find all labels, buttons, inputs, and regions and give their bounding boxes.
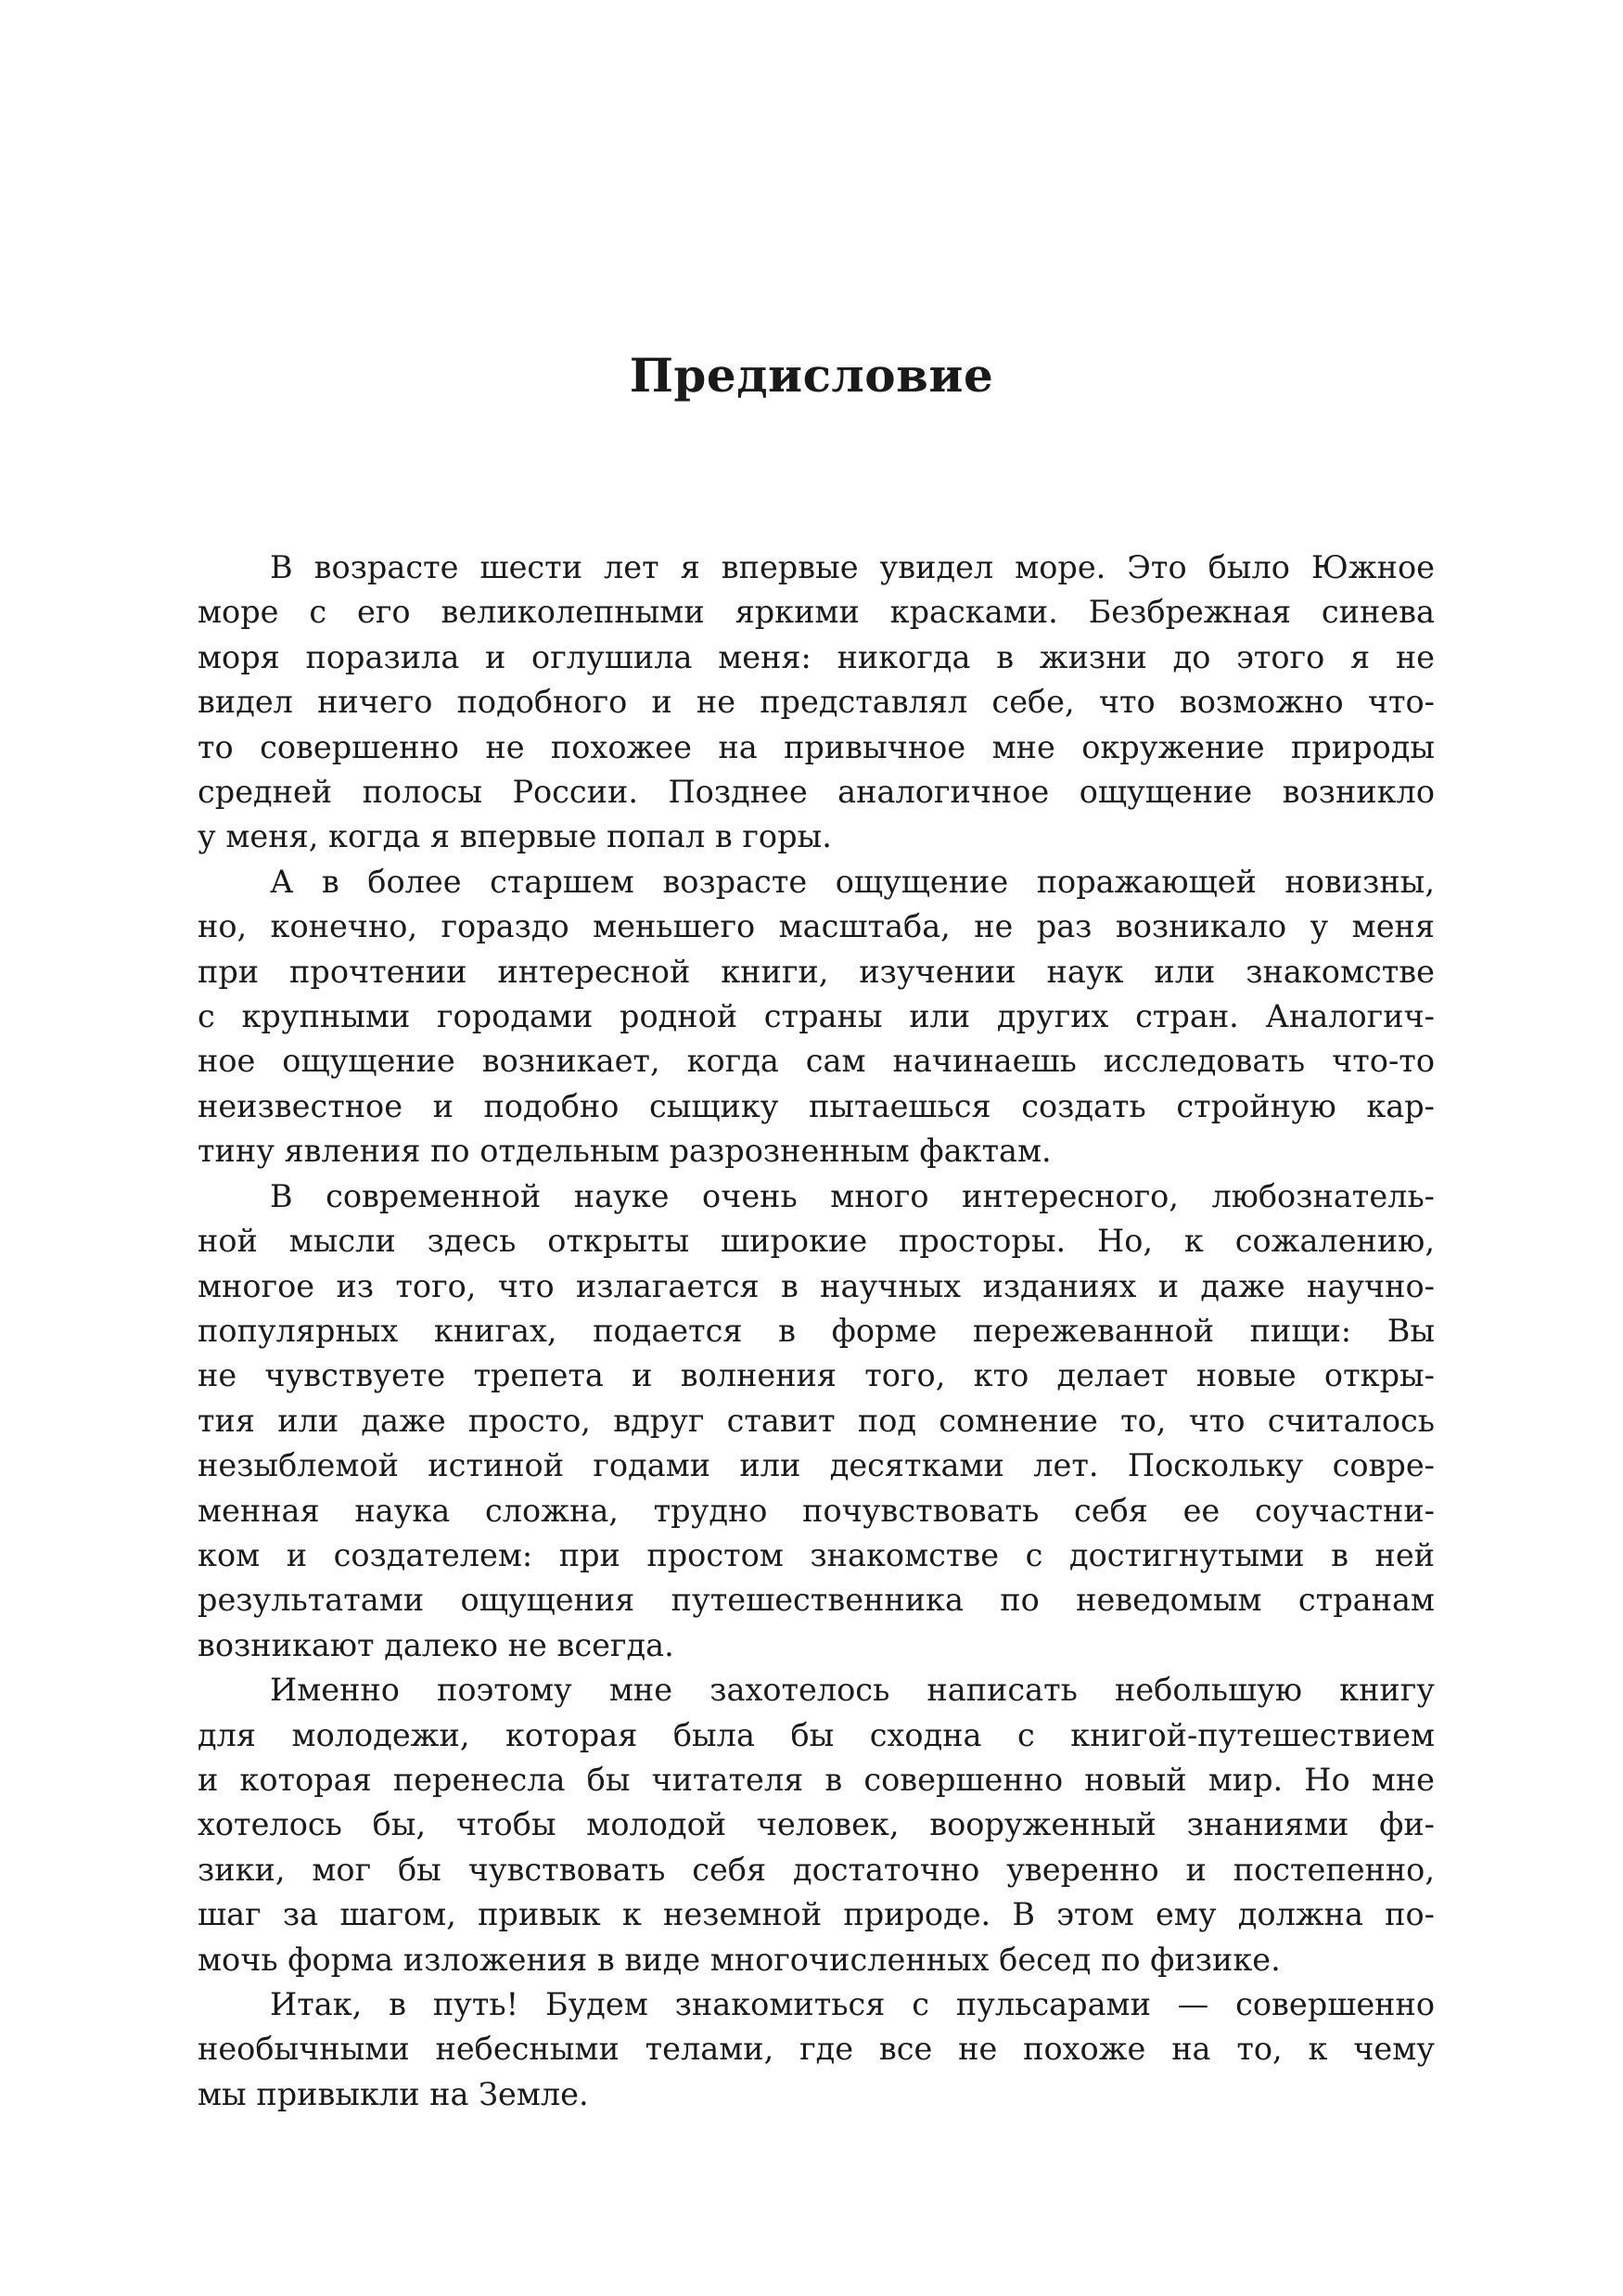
paragraph-1: [198, 545, 1435, 860]
text-line: тину явления по отдельным разрозненным фактам.: [198, 1133, 1052, 1170]
text-line: зики, мог бы чувствовать себя достаточно уверенно и постепенно,: [198, 1851, 1435, 1888]
text-line: В современной науке очень много интересного, любознатель-: [270, 1177, 1435, 1214]
text-line: шаг за шагом, привык к неземной природе. В этом ему должна по-: [198, 1896, 1435, 1933]
text-line: В возрасте шести лет я впервые увидел море. Это было Южное: [270, 549, 1435, 585]
text-line: многое из того, что излагается в научных изданиях и даже научно-: [198, 1267, 1435, 1304]
text-line: и которая перенесла бы читателя в совершенно новый мир. Но мне: [198, 1761, 1435, 1798]
text-line: А в более старшем возрасте ощущение поражающей новизны,: [270, 863, 1435, 900]
paragraph-5: [198, 1982, 1435, 2117]
preface-body: [198, 545, 1435, 2117]
text-line: мочь форма изложения в виде многочисленных бесед по физике.: [198, 1941, 1281, 1978]
text-line: но, конечно, гораздо меньшего масштаба, не раз возникало у меня: [198, 908, 1435, 945]
text-line: с крупными городами родной страны или других стран. Аналогич-: [198, 998, 1435, 1035]
text-line: моря поразила и оглушила меня: никогда в жизни до этого я не: [198, 638, 1435, 675]
text-line: возникают далеко не всегда.: [198, 1626, 674, 1663]
text-line: незыблемой истиной годами или десятками лет. Поскольку совре-: [198, 1447, 1435, 1484]
paragraph-4: [198, 1668, 1435, 1982]
text-line: у меня, когда я впервые попал в горы.: [198, 818, 832, 855]
text-line: не чувствуете трепета и волнения того, кто делает новые откры-: [198, 1357, 1435, 1394]
text-line: при прочтении интересной книги, изучении наук или знакомстве: [198, 953, 1435, 990]
paragraph-2: [198, 860, 1435, 1174]
text-line: ной мысли здесь открыты широкие просторы. Но, к сожалению,: [198, 1223, 1435, 1260]
text-line: море с его великолепными яркими красками. Безбрежная синева: [198, 594, 1435, 631]
text-line: результатами ощущения путешественника по неведомым странам: [198, 1582, 1435, 1619]
text-line: средней полосы России. Позднее аналогичное ощущение возникло: [198, 774, 1435, 811]
text-line: тия или даже просто, вдруг ставит под сомнение то, что считалось: [198, 1402, 1435, 1439]
text-line: Именно поэтому мне захотелось написать небольшую книгу: [270, 1672, 1435, 1709]
text-line: мы привыкли на Земле.: [198, 2075, 589, 2112]
text-line: ное ощущение возникает, когда сам начинаешь исследовать что-то: [198, 1043, 1435, 1080]
text-line: популярных книгах, подается в форме пережеванной пищи: Вы: [198, 1312, 1435, 1349]
paragraph-3: [198, 1174, 1435, 1668]
text-line: для молодежи, которая была бы сходна с книгой-путешествием: [198, 1716, 1435, 1753]
text-line: то совершенно не похожее на привычное мне окружение природы: [198, 728, 1435, 765]
text-line: неизвестное и подобно сыщику пытаешься создать стройную кар-: [198, 1087, 1435, 1124]
text-line: необычными небесными телами, где все не похоже на то, к чему: [198, 2031, 1435, 2068]
text-line: менная наука сложна, трудно почувствовать себя ее соучастни-: [198, 1492, 1435, 1529]
text-line: хотелось бы, чтобы молодой человек, вооруженный знаниями фи-: [198, 1806, 1435, 1843]
text-line: видел ничего подобного и не представлял себе, что возможно что-: [198, 684, 1435, 721]
text-line: ком и создателем: при простом знакомстве с достигнутыми в ней: [198, 1536, 1435, 1573]
page-title: Предисловие: [629, 348, 994, 403]
text-line: Итак, в путь! Будем знакомиться с пульсарами — совершенно: [270, 1986, 1435, 2022]
